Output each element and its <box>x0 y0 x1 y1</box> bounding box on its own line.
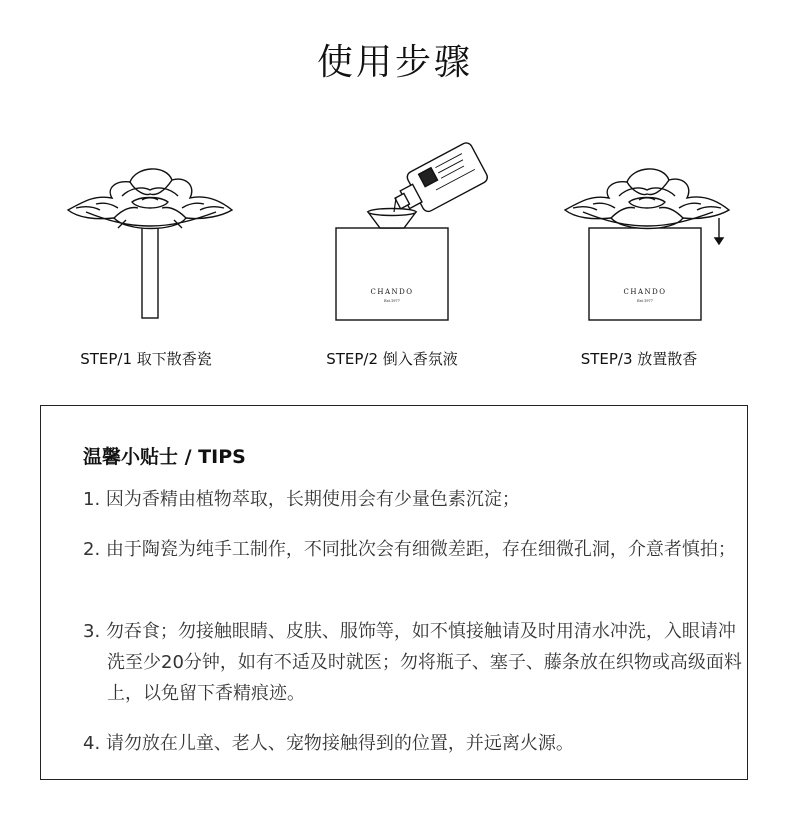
step-2-label: STEP/2 倒入香氛液 <box>326 350 458 368</box>
brand-sub: Est.1977 <box>384 299 400 303</box>
tips-title: 温馨小贴士 / TIPS <box>83 446 246 468</box>
ceramic-flower-with-stick-illustration <box>26 140 266 340</box>
step-1-label: STEP/1 取下散香瓷 <box>80 350 212 368</box>
tip-item: 1. 因为香精由植物萃取，长期使用会有少量色素沉淀； <box>83 489 520 510</box>
step-1 <box>26 140 266 380</box>
brand-sub: Est.1977 <box>637 299 653 303</box>
brand-logo: CHANDO <box>370 288 414 296</box>
page-title: 使用步骤 <box>316 42 473 83</box>
pour-fragrance-illustration <box>272 140 512 340</box>
step-3-label: STEP/3 放置散香 <box>580 350 698 368</box>
tips-box <box>40 405 748 780</box>
step-2 <box>272 140 512 380</box>
place-diffuser-illustration <box>519 140 759 340</box>
brand-logo: CHANDO <box>623 288 667 296</box>
tip-item: 2. 由于陶瓷为纯手工制作，不同批次会有细微差距，存在细微孔洞，介意者慎拍； <box>83 539 736 560</box>
flower-icon <box>68 169 232 229</box>
tip-item: 3. 勿吞食；勿接触眼睛、皮肤、服饰等，如不慎接触请及时用清水冲洗，入眼请冲洗至少20分钟，如有不适及时就医；勿将瓶子、塞子、藤条放在织物或高级面料上，以免留下香精痕迹。 <box>83 621 742 704</box>
step-3 <box>519 140 759 380</box>
tip-item: 4. 请勿放在儿童、老人、宠物接触得到的位置，并远离火源。 <box>83 733 574 754</box>
flower-icon <box>565 169 729 229</box>
